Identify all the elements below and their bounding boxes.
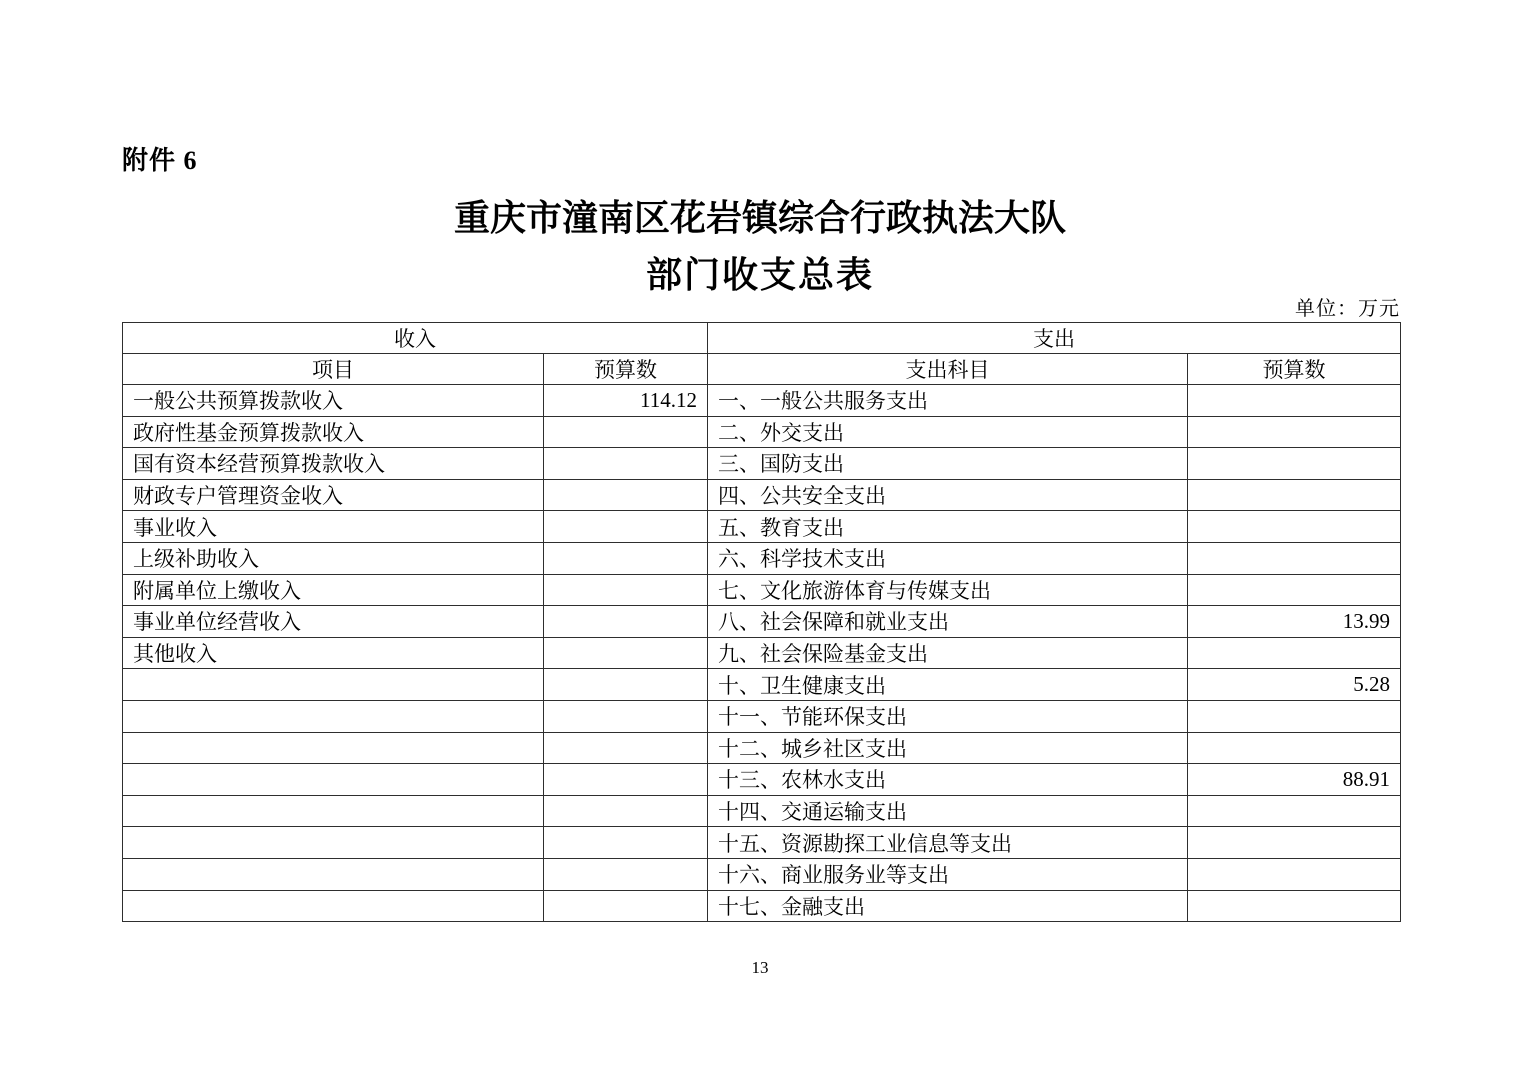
expense-budget-cell: 88.91 [1188,764,1401,796]
column-header-row [123,354,1401,385]
expense-item-cell: 十六、商业服务业等支出 [708,858,1188,890]
table-row [123,479,1401,511]
table-row [123,606,1401,638]
income-budget-cell [544,764,708,796]
table-row [123,542,1401,574]
expense-budget-cell [1188,858,1401,890]
table-row [123,732,1401,764]
expense-budget-cell: 13.99 [1188,606,1401,638]
budget-table-body [123,385,1401,922]
expense-budget-cell [1188,511,1401,543]
income-item-cell: 政府性基金预算拨款收入 [123,416,544,448]
expense-budget-cell [1188,448,1401,480]
expense-budget-cell [1188,574,1401,606]
expense-budget-cell [1188,385,1401,417]
income-item-cell: 事业单位经营收入 [123,606,544,638]
income-item-cell [123,764,544,796]
income-budget-cell [544,890,708,922]
income-item-cell [123,669,544,701]
expense-budget-cell [1188,542,1401,574]
income-item-cell [123,700,544,732]
income-budget-cell [544,606,708,638]
expense-budget-cell [1188,416,1401,448]
income-item-cell: 附属单位上缴收入 [123,574,544,606]
expense-budget-cell [1188,827,1401,859]
expense-budget-cell [1188,890,1401,922]
expense-item-cell: 六、科学技术支出 [708,542,1188,574]
expense-item-cell: 九、社会保险基金支出 [708,637,1188,669]
expense-item-column-header: 支出科目 [708,354,1188,385]
income-budget-cell [544,448,708,480]
income-budget-cell [544,858,708,890]
table-row [123,511,1401,543]
income-item-column-header: 项目 [123,354,544,385]
income-budget-column-header: 预算数 [544,354,708,385]
income-budget-cell [544,795,708,827]
budget-table [122,322,1401,922]
table-row [123,858,1401,890]
table-row [123,448,1401,480]
expense-budget-cell [1188,637,1401,669]
income-budget-cell [544,511,708,543]
income-budget-cell [544,827,708,859]
unit-note: 单位：万元 [1295,298,1400,320]
income-item-cell: 事业收入 [123,511,544,543]
page-number: 13 [751,958,769,977]
income-item-cell [123,732,544,764]
expense-item-cell: 七、文化旅游体育与传媒支出 [708,574,1188,606]
expense-item-cell: 十五、资源勘探工业信息等支出 [708,827,1188,859]
income-budget-cell [544,416,708,448]
income-item-cell [123,795,544,827]
expense-item-cell: 三、国防支出 [708,448,1188,480]
income-item-cell [123,827,544,859]
expense-item-cell: 五、教育支出 [708,511,1188,543]
income-budget-cell [544,574,708,606]
expense-budget-cell [1188,795,1401,827]
income-item-cell: 财政专户管理资金收入 [123,479,544,511]
income-item-cell [123,858,544,890]
income-budget-cell [544,479,708,511]
expense-item-cell: 十、卫生健康支出 [708,669,1188,701]
income-item-cell: 国有资本经营预算拨款收入 [123,448,544,480]
expense-item-cell: 八、社会保障和就业支出 [708,606,1188,638]
income-item-cell: 上级补助收入 [123,542,544,574]
expense-group-header: 支出 [708,323,1401,354]
expense-budget-cell [1188,479,1401,511]
expense-item-cell: 十一、节能环保支出 [708,700,1188,732]
group-header-row [123,323,1401,354]
table-row [123,700,1401,732]
expense-item-cell: 十四、交通运输支出 [708,795,1188,827]
expense-budget-cell [1188,700,1401,732]
income-group-header: 收入 [123,323,708,354]
income-budget-cell [544,542,708,574]
table-row [123,385,1401,417]
income-item-cell: 其他收入 [123,637,544,669]
expense-budget-cell [1188,732,1401,764]
page-title: 重庆市潼南区花岩镇综合行政执法大队 [453,198,1066,238]
income-item-cell: 一般公共预算拨款收入 [123,385,544,417]
attachment-label: 附件 6 [122,146,198,175]
table-row [123,574,1401,606]
expense-item-cell: 十二、城乡社区支出 [708,732,1188,764]
table-row [123,669,1401,701]
table-row [123,764,1401,796]
income-item-cell [123,890,544,922]
income-budget-cell: 114.12 [544,385,708,417]
income-budget-cell [544,637,708,669]
expense-item-cell: 十三、农林水支出 [708,764,1188,796]
income-budget-cell [544,700,708,732]
income-budget-cell [544,732,708,764]
expense-item-cell: 一、一般公共服务支出 [708,385,1188,417]
table-row [123,416,1401,448]
expense-budget-cell: 5.28 [1188,669,1401,701]
expense-item-cell: 十七、金融支出 [708,890,1188,922]
table-row [123,795,1401,827]
expense-item-cell: 四、公共安全支出 [708,479,1188,511]
income-budget-cell [544,669,708,701]
page-subtitle: 部门收支总表 [645,255,874,295]
table-row [123,890,1401,922]
table-row [123,827,1401,859]
budget-table-header [123,323,1401,385]
expense-budget-column-header: 预算数 [1188,354,1401,385]
table-row [123,637,1401,669]
expense-item-cell: 二、外交支出 [708,416,1188,448]
